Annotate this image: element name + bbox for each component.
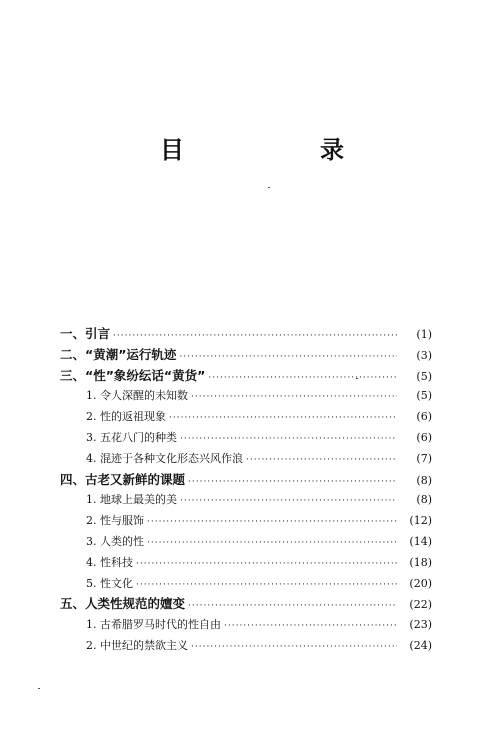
- toc-page-number: (18): [409, 555, 432, 569]
- toc-section-row: [60, 449, 432, 470]
- toc-page-number: (1): [416, 328, 432, 341]
- toc-chapter-row: [60, 470, 432, 491]
- toc-entry-title: 1. 令人深醒的未知数: [86, 389, 188, 403]
- toc-dot-leader: [169, 408, 397, 429]
- toc-dot-leader: [188, 596, 397, 617]
- scan-speck: [38, 688, 40, 689]
- toc-entry-title: 2. 中世纪的禁欲主义: [86, 638, 188, 652]
- toc-page-number: (14): [409, 534, 432, 548]
- toc-entry-title: 四、古老又新鲜的课题: [60, 471, 186, 487]
- toc-dot-leader: [147, 533, 397, 554]
- toc-entry-title: 5. 性文化: [86, 576, 133, 590]
- toc-page-number: (5): [416, 369, 432, 383]
- toc-chapter-row: [60, 345, 432, 366]
- toc-page-number: (7): [416, 451, 432, 465]
- toc-dot-leader: [246, 450, 397, 471]
- toc-dot-leader: [224, 616, 397, 637]
- toc-entry-title: 三、“性”象纷纭话“黄货”: [60, 367, 206, 383]
- toc-dot-leader: [136, 554, 397, 575]
- toc-page-number: (6): [416, 410, 432, 424]
- toc-dot-leader: [208, 368, 397, 389]
- toc-dot-leader: [179, 347, 397, 368]
- toc-entry-title: 3. 人类的性: [86, 534, 144, 548]
- toc-page-number: (12): [409, 514, 432, 528]
- toc-section-row: [60, 615, 432, 636]
- toc-section-row: [60, 386, 432, 407]
- toc-dot-leader: [180, 491, 397, 512]
- toc-chapter-row: [60, 594, 432, 615]
- toc-section-row: [60, 428, 432, 449]
- toc-entry-title: 4. 混迹于各种文化形态兴风作浪: [86, 451, 243, 465]
- toc-entry-title: 一、引言: [60, 326, 111, 341]
- toc-page-number: (8): [416, 493, 432, 507]
- toc-entry-title: 2. 性与服饰: [86, 514, 144, 528]
- toc-dot-leader: [191, 387, 397, 408]
- toc-entry-title: 4. 性科技: [86, 555, 133, 569]
- page-title: 目 录: [160, 136, 400, 164]
- toc-page-number: (20): [409, 576, 432, 590]
- toc-entry-title: 2. 性的返祖现象: [86, 410, 166, 424]
- toc-dot-leader: [147, 512, 397, 533]
- toc-page-number: (24): [409, 638, 432, 652]
- toc-page-number: (3): [416, 348, 432, 362]
- toc-section-row: [60, 553, 432, 574]
- toc-section-row: [60, 636, 432, 657]
- toc-dot-leader: [113, 326, 397, 347]
- toc-section-row: [60, 574, 432, 595]
- toc-dot-leader: [188, 472, 397, 493]
- toc-section-row: [60, 407, 432, 428]
- toc-entry-title: 二、“黄潮”运行轨迹: [60, 346, 177, 362]
- table-of-contents: [60, 324, 432, 657]
- toc-dot-leader: [180, 429, 397, 450]
- toc-entry-title: 1. 地球上最美的美: [86, 493, 177, 507]
- toc-section-row: [60, 532, 432, 553]
- toc-section-row: [60, 511, 432, 532]
- toc-entry-title: 3. 五花八门的种类: [86, 430, 177, 444]
- scan-speck: [268, 187, 270, 188]
- toc-chapter-row: [60, 324, 432, 345]
- scan-speck: [356, 378, 358, 379]
- toc-chapter-row: [60, 366, 432, 387]
- toc-entry-title: 五、人类性规范的嬗变: [60, 596, 186, 612]
- toc-entry-title: 1. 古希腊罗马时代的性自由: [86, 618, 221, 632]
- toc-dot-leader: [191, 637, 397, 658]
- toc-page-number: (23): [409, 618, 432, 632]
- toc-page-number: (6): [416, 430, 432, 444]
- toc-section-row: [60, 490, 432, 511]
- toc-page-number: (8): [416, 473, 432, 487]
- toc-page-number: (22): [409, 598, 432, 612]
- toc-page-number: (5): [416, 389, 432, 403]
- toc-dot-leader: [136, 575, 397, 596]
